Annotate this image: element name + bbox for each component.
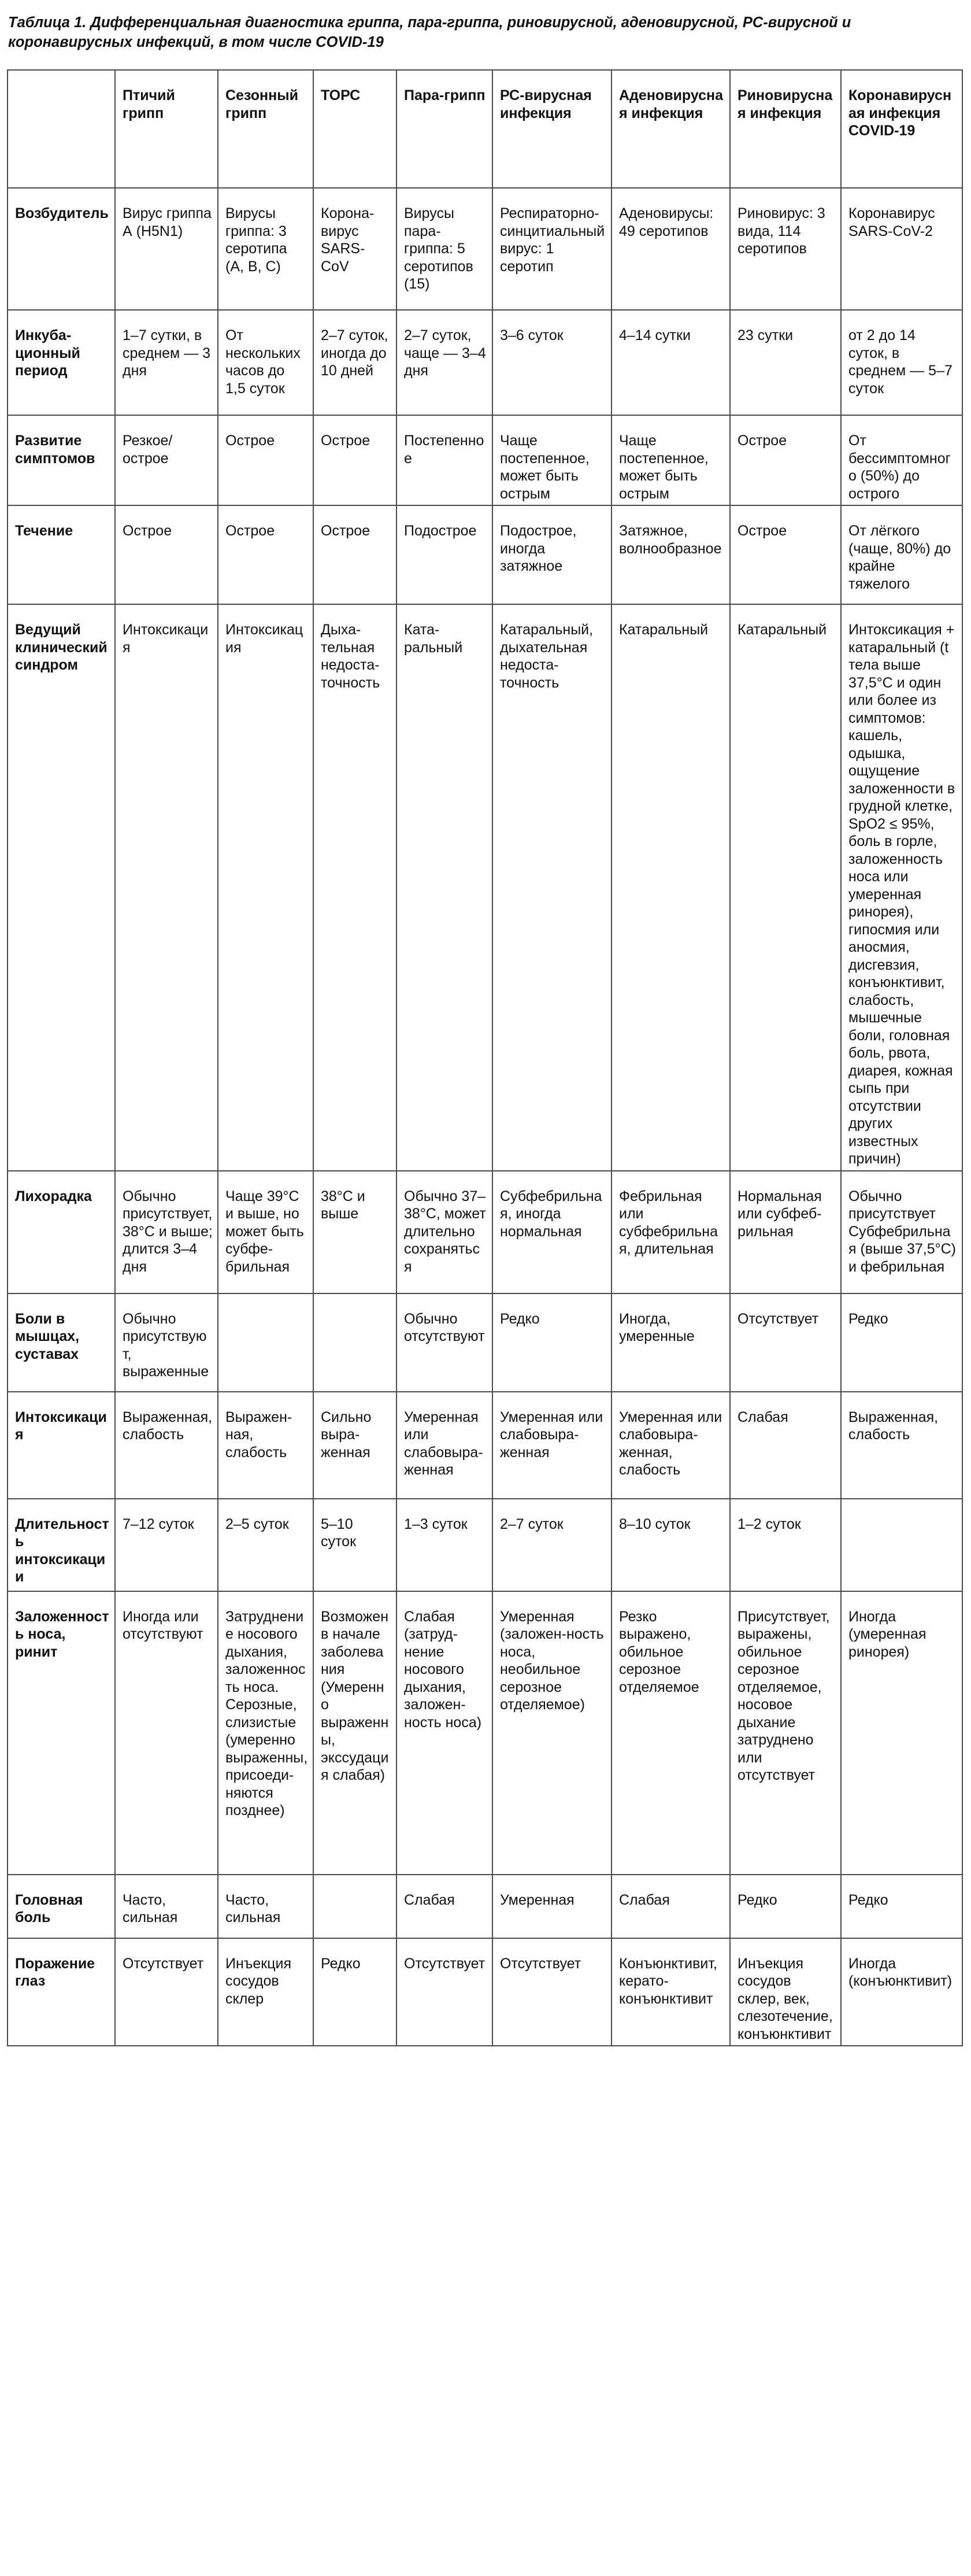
table-cell: Конъюнктивит, керато-конъюнктивит (611, 1938, 730, 2046)
table-row (8, 505, 962, 604)
table-cell: Подострое, иногда затяжное (492, 505, 611, 604)
table-cell: Вирус гриппа А (H5N1) (115, 188, 218, 310)
row-header-cell: Инкуба-ционный период (8, 310, 115, 415)
table-cell: Выраженная, слабость (841, 1392, 962, 1499)
table-cell: Катаральный, дыхательная недоста-точность (492, 604, 611, 1171)
table-cell: Дыха-тельная недоста-точность (313, 604, 396, 1171)
table-cell: Иногда (умеренная ринорея) (841, 1591, 962, 1875)
table-cell: 38°С и выше (313, 1171, 396, 1293)
column-header: Пара-грипп (396, 70, 492, 188)
table-cell: Респираторно-синцитиальный вирус: 1 серотип (492, 188, 611, 310)
table-row (8, 1591, 962, 1875)
table-row (8, 604, 962, 1171)
table-cell: 2–7 суток, иногда до 10 дней (313, 310, 396, 415)
column-header: РС-вирусная инфекция (492, 70, 611, 188)
table-cell: Выражен-ная, слабость (218, 1392, 313, 1499)
table-cell: Подострое (396, 505, 492, 604)
table-cell: Острое (730, 415, 841, 505)
table-cell: Острое (313, 505, 396, 604)
row-header-cell: Боли в мышцах, суставах (8, 1293, 115, 1392)
table-cell: Риновирус: 3 вида, 114 серотипов (730, 188, 841, 310)
table-cell: Слабая (611, 1875, 730, 1938)
table-cell: Умеренная или слабовыра-женная (492, 1392, 611, 1499)
table-cell: От бессимптомного (50%) до острого (841, 415, 962, 505)
table-cell: Умеренная (заложен-ность носа, необильное серозное отделяемое) (492, 1591, 611, 1875)
table-cell: Редко (492, 1293, 611, 1392)
table-cell: Чаще постепенное, может быть острым (492, 415, 611, 505)
table-cell (313, 1293, 396, 1392)
table-cell: Отсутствует (115, 1938, 218, 2046)
table-row (8, 1938, 962, 2046)
table-row (8, 1499, 962, 1591)
table-cell: Отсутствует (492, 1938, 611, 2046)
row-header-cell: Поражение глаз (8, 1938, 115, 2046)
column-header: ТОРС (313, 70, 396, 188)
table-cell: Выраженная, слабость (115, 1392, 218, 1499)
table-cell: Постепенное (396, 415, 492, 505)
table-cell: 1–2 суток (730, 1499, 841, 1591)
table-cell: Затруднение носового дыхания, заложенность носа. Серозные, слизистые (умеренно выраженны, присоеди-няются позднее) (218, 1591, 313, 1875)
table-cell (313, 1875, 396, 1938)
table-cell: Затяжное, волнообразное (611, 505, 730, 604)
table-cell: Иногда или отсутствуют (115, 1591, 218, 1875)
row-header-cell: Развитие симптомов (8, 415, 115, 505)
column-header: Сезонный грипп (218, 70, 313, 188)
table-cell: Субфебрильная, иногда нормальная (492, 1171, 611, 1293)
table-cell: 23 сутки (730, 310, 841, 415)
row-header-cell: Длительность интоксикации (8, 1499, 115, 1591)
row-header-cell: Течение (8, 505, 115, 604)
table-cell: 5–10 суток (313, 1499, 396, 1591)
table-cell: Иногда, умеренные (611, 1293, 730, 1392)
table-cell: Обычно присутствует, 38°С и выше; длится 3–4 дня (115, 1171, 218, 1293)
table-row (8, 1392, 962, 1499)
table-body (8, 188, 962, 2046)
table-cell: Резко выражено, обильное серозное отделяемое (611, 1591, 730, 1875)
table-cell: Инъекция сосудов склер, век, слезотечение, конъюнктивит (730, 1938, 841, 2046)
row-header-cell: Возбудитель (8, 188, 115, 310)
table-cell: Слабая (396, 1875, 492, 1938)
table-cell: Редко (730, 1875, 841, 1938)
table-cell: Часто, сильная (115, 1875, 218, 1938)
table-cell: Катаральный (611, 604, 730, 1171)
table-cell: Иногда (конъюнктивит) (841, 1938, 962, 2046)
column-header: Птичий грипп (115, 70, 218, 188)
table-cell: Вирусы гриппа: 3 серотипа (А, В, С) (218, 188, 313, 310)
row-header-cell: Лихорадка (8, 1171, 115, 1293)
table-row (8, 415, 962, 505)
table-cell: Умеренная или слабовыра-женная, слабость (611, 1392, 730, 1499)
table-cell: 1–3 суток (396, 1499, 492, 1591)
table-cell: 3–6 суток (492, 310, 611, 415)
table-row (8, 1875, 962, 1938)
table-cell: 7–12 суток (115, 1499, 218, 1591)
table-cell: Отсутствует (396, 1938, 492, 2046)
table-caption: Таблица 1. Дифференциальная диагностика гриппа, пара-гриппа, риновирусной, аденовирусной, РС-вирусной и коронавирусных инфекций, в том числе COVID-19 (8, 14, 851, 50)
table-cell: Интоксикация (218, 604, 313, 1171)
table-cell: Чаще 39°С и выше, но может быть субфе-брильная (218, 1171, 313, 1293)
row-header-cell: Заложенность носа, ринит (8, 1591, 115, 1875)
table-cell: Отсутствует (730, 1293, 841, 1392)
table-cell: Сильно выра-женная (313, 1392, 396, 1499)
table-cell: Возможен в начале заболевания (Умеренно выраженны, экссудация слабая) (313, 1591, 396, 1875)
table-header-row (8, 70, 962, 188)
table-cell: Острое (730, 505, 841, 604)
table-cell: 4–14 сутки (611, 310, 730, 415)
diagnosis-table (7, 69, 963, 2046)
header-corner-cell (8, 70, 115, 188)
table-row (8, 1293, 962, 1392)
row-header-cell: Ведущий клинический синдром (8, 604, 115, 1171)
table-cell: От лёгкого (чаще, 80%) до крайне тяжелого (841, 505, 962, 604)
table-cell (218, 1293, 313, 1392)
table-cell: 8–10 суток (611, 1499, 730, 1591)
table-cell: Острое (115, 505, 218, 604)
column-header: Коронавирусная инфекция COVID-19 (841, 70, 962, 188)
table-cell: Интоксикация + катаральный (t тела выше 37,5°С и один или более из симптомов: кашель, одышка, ощущение заложенности в грудной клетке, SpO2 ≤ 95%, боль в горле, заложенность носа или умеренная ринорея), гипосмия или аносмия, дисгевзия, конъюнктивит, слабость, мышечные боли, головная боль, рвота, диарея, кожная сыпь при отсутствии других известных причин) (841, 604, 962, 1171)
table-cell: Слабая (730, 1392, 841, 1499)
column-header: Аденовирусная инфекция (611, 70, 730, 188)
table-cell: 2–7 суток, чаще — 3–4 дня (396, 310, 492, 415)
table-cell: Обычно 37–38°С, может длительно сохраняться (396, 1171, 492, 1293)
table-cell: Острое (218, 415, 313, 505)
table-cell: Слабая (затруд-нение носового дыхания, заложен-ность носа) (396, 1591, 492, 1875)
table-cell: 1–7 сутки, в среднем — 3 дня (115, 310, 218, 415)
table-cell: Присутствует, выражены, обильное серозное отделяемое, носовое дыхание затруднено или отсутствует (730, 1591, 841, 1875)
table-cell: Аденовирусы: 49 серотипов (611, 188, 730, 310)
table-cell: Обычно отсутствуют (396, 1293, 492, 1392)
table-cell: Обычно присутствует Субфебрильная (выше 37,5°С) и фебрильная (841, 1171, 962, 1293)
table-cell: Интоксикация (115, 604, 218, 1171)
row-header-cell: Интоксикация (8, 1392, 115, 1499)
table-cell: Чаще постепенное, может быть острым (611, 415, 730, 505)
table-cell: Умеренная (492, 1875, 611, 1938)
table-cell: Часто, сильная (218, 1875, 313, 1938)
table-cell: Коронавирус SARS-CoV-2 (841, 188, 962, 310)
table-cell: Редко (841, 1875, 962, 1938)
table-cell: Обычно присутствуют, выраженные (115, 1293, 218, 1392)
column-header: Риновирусная инфекция (730, 70, 841, 188)
table-cell: Вирусы пара-гриппа: 5 серотипов (15) (396, 188, 492, 310)
table-cell: Фебрильная или субфебрильная, длительная (611, 1171, 730, 1293)
table-cell: Острое (218, 505, 313, 604)
table-cell: Умеренная или слабовыра-женная (396, 1392, 492, 1499)
table-row (8, 1171, 962, 1293)
table-cell: От нескольких часов до 1,5 суток (218, 310, 313, 415)
table-cell (841, 1499, 962, 1591)
table-cell: Корона-вирус SARS-CoV (313, 188, 396, 310)
table-cell: от 2 до 14 суток, в среднем — 5–7 суток (841, 310, 962, 415)
table-row (8, 310, 962, 415)
table-cell: Редко (313, 1938, 396, 2046)
table-cell: Нормальная или субфеб-рильная (730, 1171, 841, 1293)
table-cell: 2–7 суток (492, 1499, 611, 1591)
table-cell: Катаральный (730, 604, 841, 1171)
table-cell: Резкое/острое (115, 415, 218, 505)
table-cell: Острое (313, 415, 396, 505)
table-cell: Инъекция сосудов склер (218, 1938, 313, 2046)
table-cell: 2–5 суток (218, 1499, 313, 1591)
table-row (8, 188, 962, 310)
table-cell: Редко (841, 1293, 962, 1392)
table-cell: Ката-ральный (396, 604, 492, 1171)
row-header-cell: Головная боль (8, 1875, 115, 1938)
